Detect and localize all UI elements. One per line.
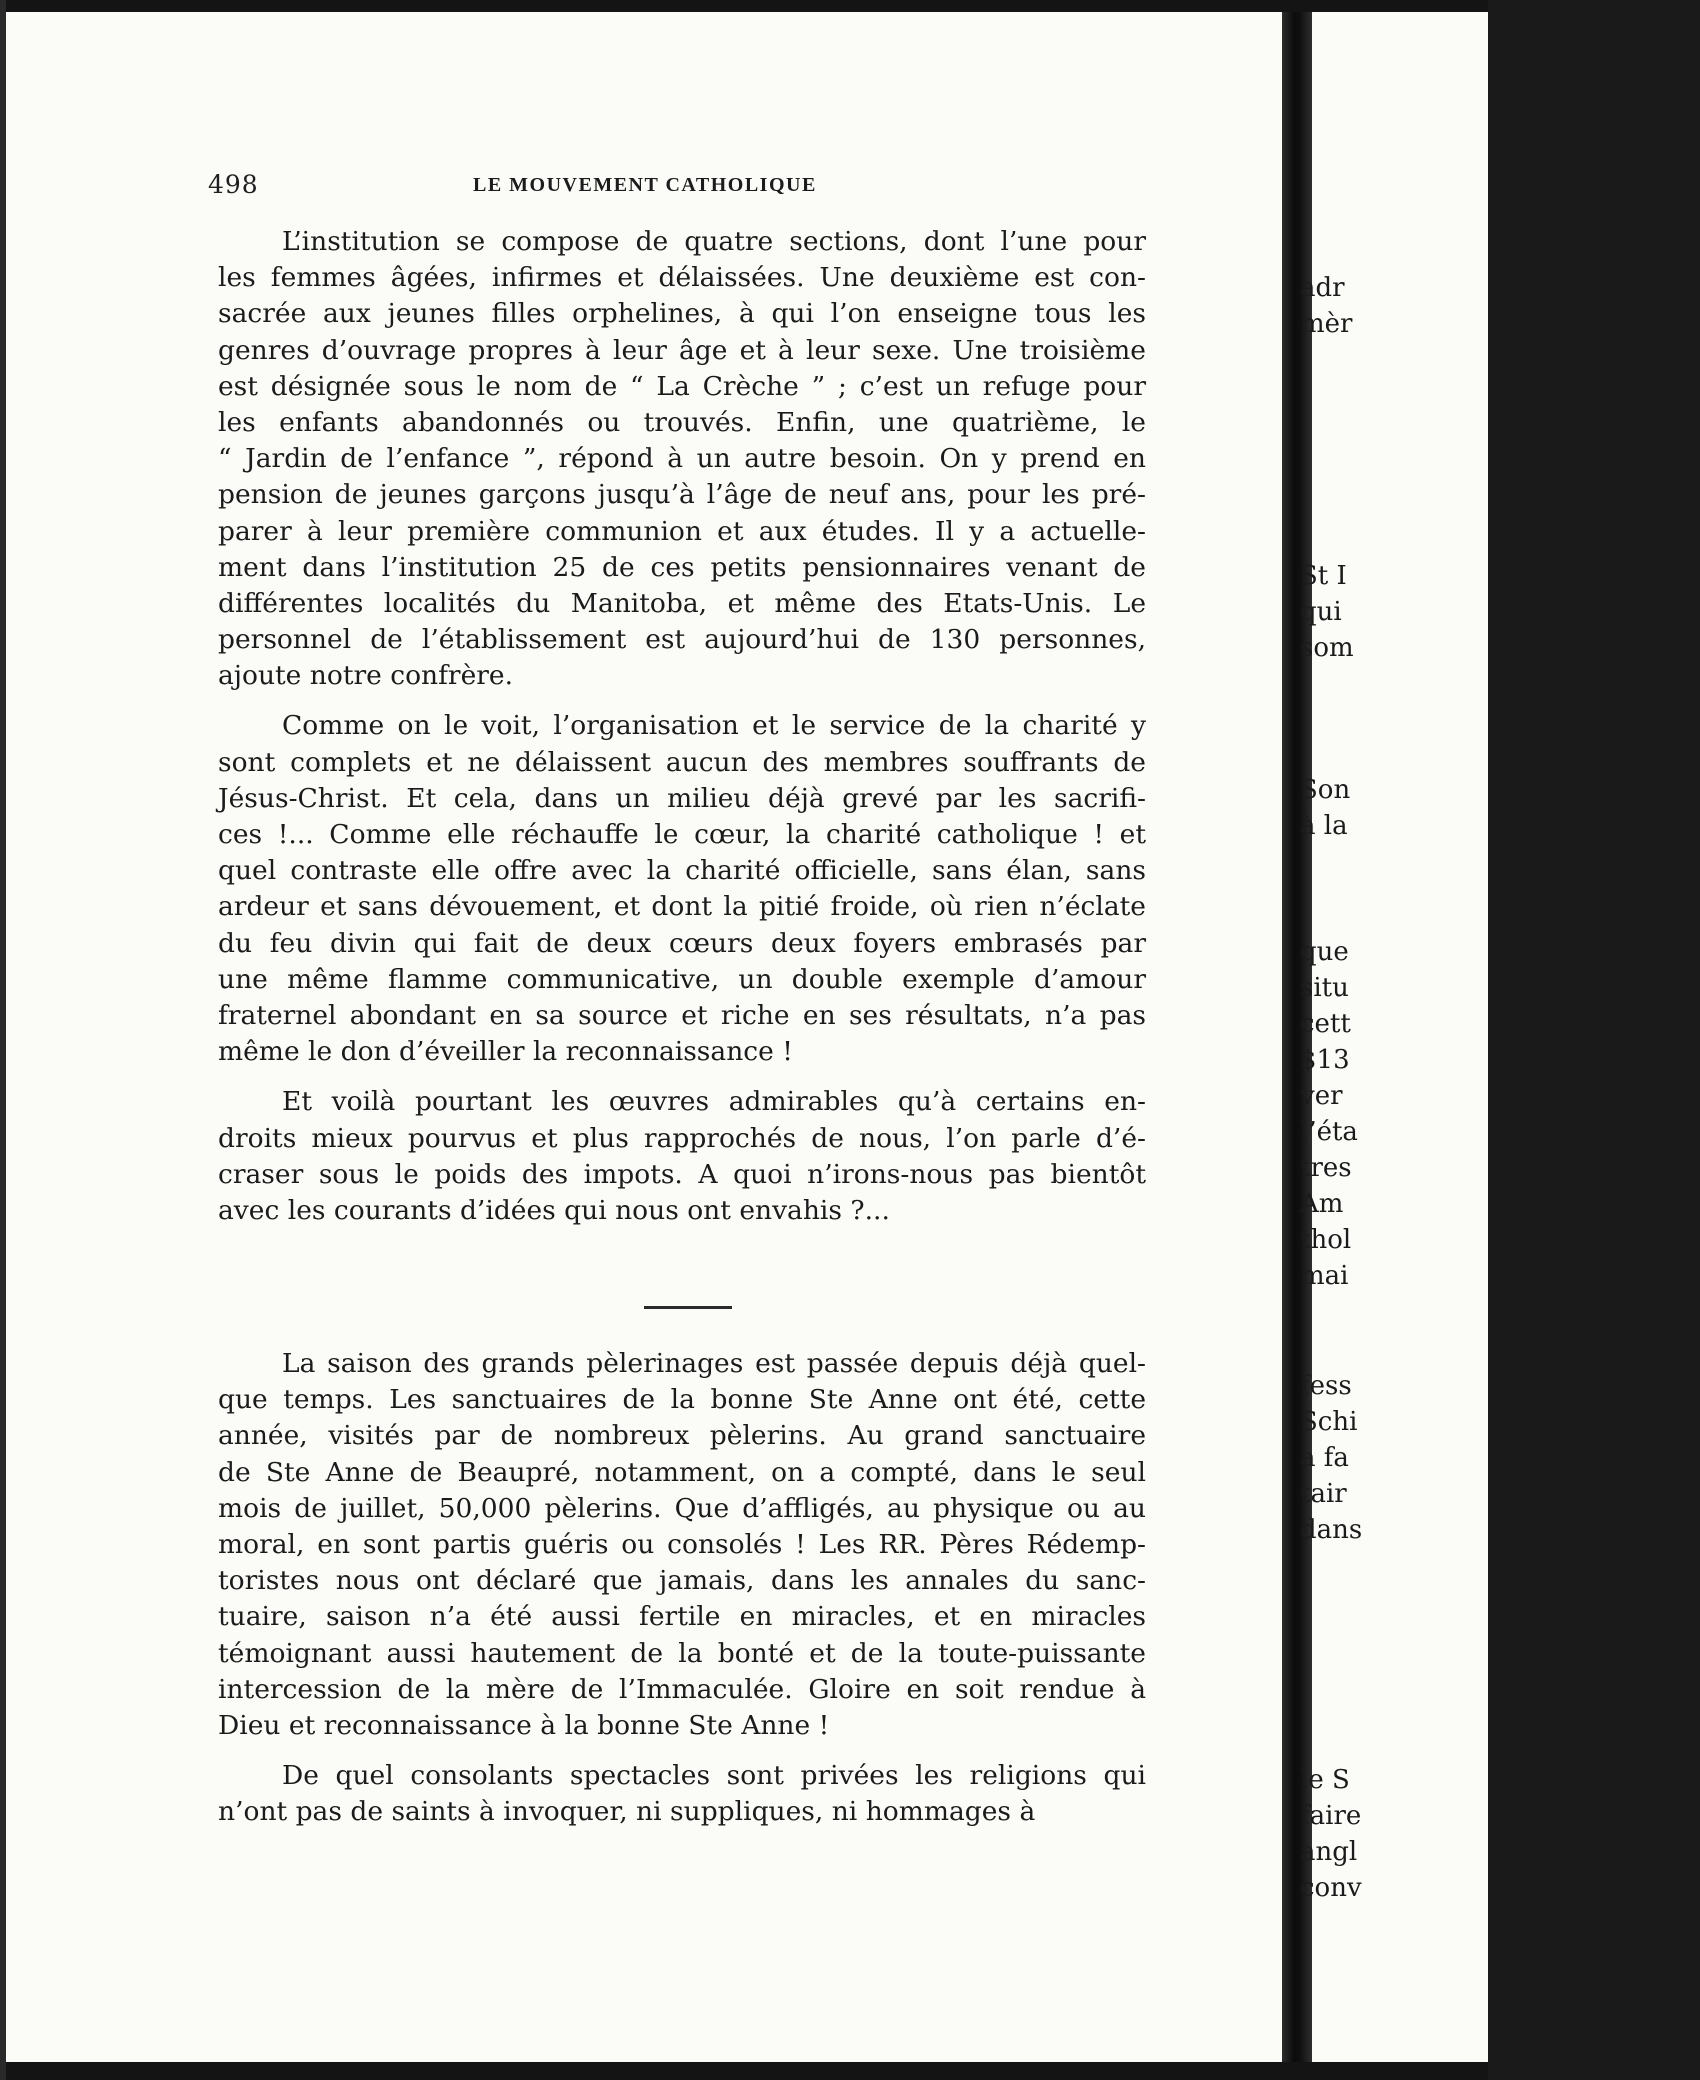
text-line: craser sous le poids des impots. A quoi n’irons-nous pas bientôt	[218, 1158, 1146, 1190]
paragraph-gap	[218, 1744, 1146, 1758]
text-line: même le don d’éveiller la reconnaissance !	[218, 1036, 793, 1068]
facing-page-line-fragment: fess	[1300, 1371, 1352, 1401]
facing-page-line-fragment: St I	[1300, 561, 1347, 591]
facing-page-line-fragment: cett	[1300, 1009, 1351, 1039]
text-line: fraternel abondant en sa source et riche en ses résultats, n’a pas	[218, 999, 1146, 1031]
paragraph	[218, 708, 1146, 1070]
facing-page-line-fragment: qui	[1300, 597, 1342, 627]
body-text-section-2	[218, 1346, 1146, 1830]
facing-page-line-fragment: a fa	[1300, 1443, 1349, 1473]
facing-page-line-fragment: angl	[1300, 1837, 1358, 1867]
facing-page-line-fragment: situ	[1300, 973, 1349, 1003]
facing-page-line-fragment: le S	[1300, 1765, 1350, 1795]
text-line: du feu divin qui fait de deux cœurs deux foyers embrasés par	[218, 927, 1146, 959]
text-line: Comme on le voit, l’organisation et le service de la charité y	[282, 710, 1146, 742]
text-line: pension de jeunes garçons jusqu’à l’âge de neuf ans, pour les pré-	[218, 479, 1146, 511]
section-divider-rule	[644, 1306, 732, 1309]
text-line: les femmes âgées, infirmes et délaissées. Une deuxième est con-	[218, 262, 1146, 294]
facing-page-line-fragment: tair	[1300, 1479, 1347, 1509]
text-line: “ Jardin de l’enfance ”, répond à un autre besoin. On y prend en	[218, 443, 1146, 475]
scan-edge-bottom	[0, 2062, 1488, 2080]
facing-page-line-fragment: ver	[1300, 1081, 1343, 1111]
text-line: de Ste Anne de Beaupré, notamment, on a compté, dans le seul	[218, 1456, 1146, 1488]
facing-page-line-fragment: tres	[1300, 1153, 1352, 1183]
facing-page-line-fragment: faire	[1300, 1801, 1362, 1831]
text-line: ajoute notre confrère.	[218, 660, 514, 692]
facing-page-line-fragment: dans	[1300, 1515, 1363, 1545]
paragraph-gap	[218, 1070, 1146, 1084]
facing-page-line-fragment: thol	[1300, 1225, 1352, 1255]
paragraph	[218, 1758, 1146, 1830]
text-line: année, visités par de nombreux pèlerins. Au grand sanctuaire	[218, 1420, 1146, 1452]
paragraph	[218, 1346, 1146, 1744]
text-line: L’institution se compose de quatre sections, dont l’une pour	[282, 226, 1146, 257]
facing-page-line-fragment: conv	[1300, 1873, 1362, 1903]
text-line: sacrée aux jeunes filles orphelines, à qui l’on enseigne tous les	[218, 298, 1146, 330]
text-line: personnel de l’établissement est aujourd’hui de 130 personnes,	[218, 624, 1146, 656]
text-line: droits mieux pourvus et plus rapprochés de nous, l’on parle d’é-	[218, 1122, 1146, 1154]
facing-page-line-fragment: Son	[1300, 775, 1351, 805]
text-line: moral, en sont partis guéris ou consolés ! Les RR. Pères Rédemp-	[218, 1528, 1146, 1560]
text-line: ces !... Comme elle réchauffe le cœur, la charité catholique ! et	[218, 819, 1146, 850]
facing-page-line-fragment: à la	[1300, 811, 1348, 841]
text-line: intercession de la mère de l’Immaculée. Gloire en soit rendue à	[218, 1673, 1146, 1705]
text-line: ardeur et sans dévouement, et dont la pitié froide, où rien n’éclate	[218, 891, 1146, 923]
text-line: Jésus-Christ. Et cela, dans un milieu déjà grevé par les sacrifi-	[218, 782, 1146, 814]
body-text-section-1	[218, 224, 1146, 1229]
paragraph	[218, 1084, 1146, 1229]
paragraph-gap	[218, 694, 1146, 708]
text-line: avec les courants d’idées qui nous ont envahis ?...	[218, 1194, 890, 1226]
running-head: LE MOUVEMENT CATHOLIQUE	[473, 174, 817, 196]
text-line: parer à leur première communion et aux études. Il y a actuelle-	[218, 515, 1146, 547]
scan-edge-left	[0, 0, 6, 2080]
text-line: une même flamme communicative, un double exemple d’amour	[218, 963, 1146, 995]
facing-page-line-fragment: som	[1300, 633, 1354, 663]
text-line: sont complets et ne délaissent aucun des membres souffrants de	[218, 746, 1146, 778]
facing-page-line-fragment: Am	[1300, 1189, 1344, 1219]
facing-page-line-fragment: mèr	[1300, 309, 1353, 339]
text-line: Et voilà pourtant les œuvres admirables qu’à certains en-	[282, 1086, 1146, 1118]
paragraph	[218, 224, 1146, 694]
text-line: différentes localités du Manitoba, et même des Etats-Unis. Le	[218, 587, 1146, 619]
page-number: 498	[208, 170, 259, 199]
facing-page-line-fragment: $13	[1300, 1045, 1350, 1075]
text-line: toristes nous ont déclaré que jamais, dans les annales du sanc-	[218, 1565, 1146, 1597]
text-line: De quel consolants spectacles sont privées les religions qui	[282, 1760, 1146, 1792]
facing-page-line-fragment: l’éta	[1300, 1117, 1358, 1147]
text-line: mois de juillet, 50,000 pèlerins. Que d’affligés, au physique ou au	[218, 1492, 1146, 1524]
text-line: Dieu et reconnaissance à la bonne Ste Anne !	[218, 1709, 830, 1741]
text-line: quel contraste elle offre avec la charité officielle, sans élan, sans	[218, 855, 1146, 887]
text-line: est désignée sous le nom de “ La Crèche ” ; c’est un refuge pour	[218, 370, 1146, 402]
text-line: genres d’ouvrage propres à leur âge et à leur sexe. Une troisième	[218, 334, 1146, 366]
facing-page-line-fragment: Schi	[1300, 1407, 1358, 1437]
text-line: témoignant aussi hautement de la bonté et de la toute-puissante	[218, 1637, 1146, 1669]
scan-edge-top	[0, 0, 1488, 12]
facing-page-line-fragment: que	[1300, 937, 1349, 967]
text-line: ment dans l’institution 25 de ces petits pensionnaires venant de	[218, 551, 1146, 583]
facing-page-line-fragment: adr	[1300, 273, 1345, 303]
text-line: tuaire, saison n’a été aussi fertile en miracles, et en miracles	[218, 1601, 1146, 1633]
text-line: La saison des grands pèlerinages est passée depuis déjà quel-	[282, 1348, 1146, 1379]
text-line: les enfants abandonnés ou trouvés. Enfin, une quatrième, le	[218, 406, 1146, 438]
facing-page	[1300, 12, 1488, 2062]
text-line: n’ont pas de saints à invoquer, ni suppliques, ni hommages à	[218, 1796, 1036, 1828]
text-line: que temps. Les sanctuaires de la bonne Ste Anne ont été, cette	[218, 1384, 1146, 1416]
facing-page-line-fragment: mai	[1300, 1261, 1349, 1291]
